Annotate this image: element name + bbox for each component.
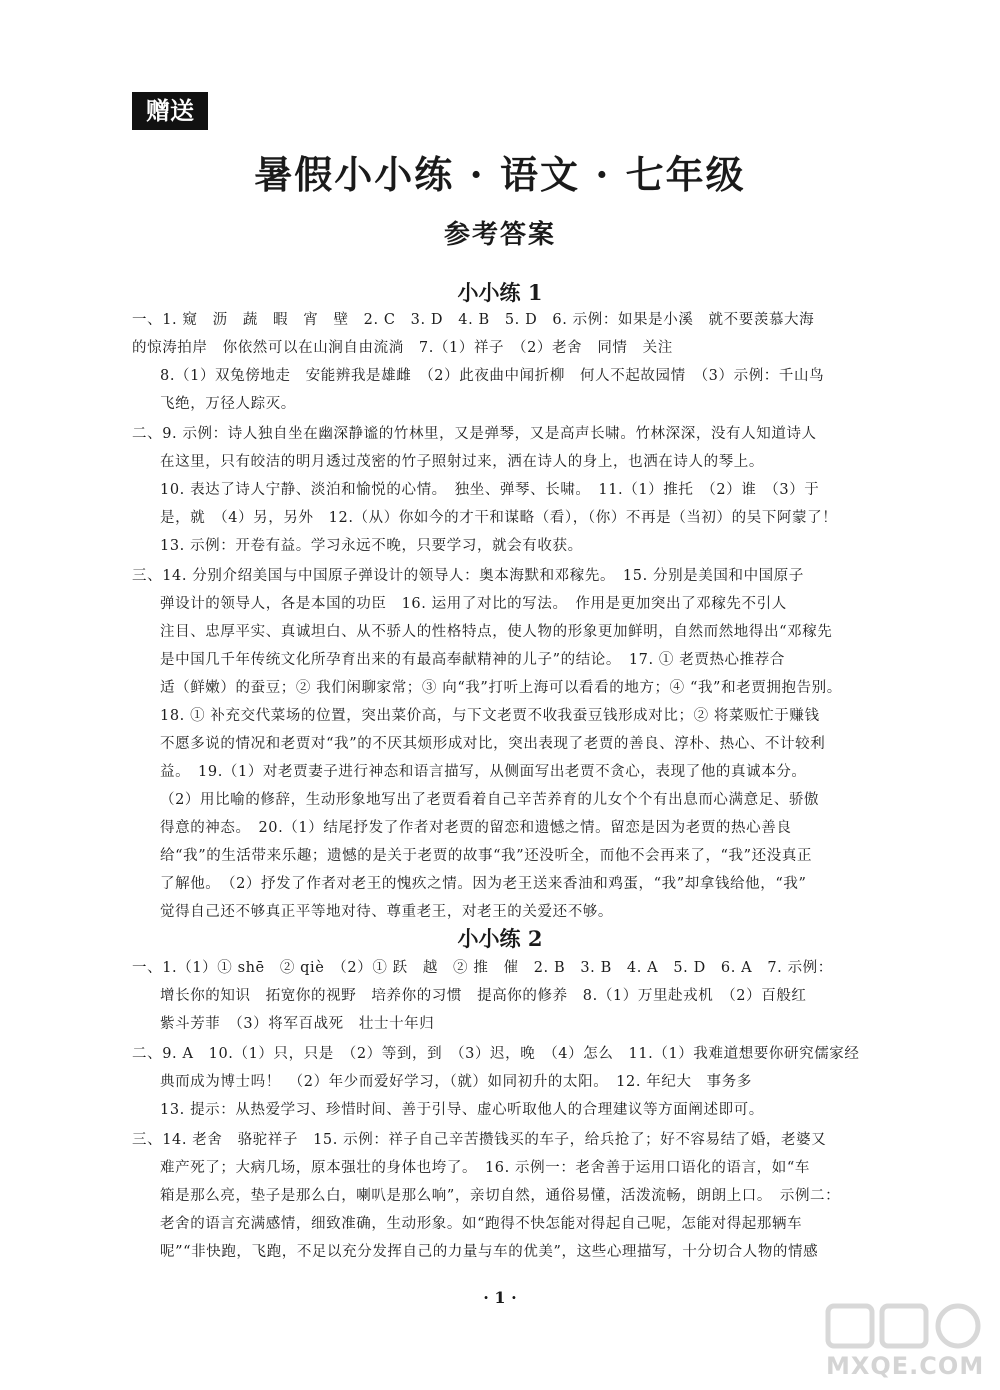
answer-line: 呢”“非快跑，飞跑，不足以充分发挥自己的力量与车的优美”，这些心理描写，十分切合人物的情感	[160, 1244, 819, 1260]
answer-line: 得意的神态。 20.（1）结尾抒发了作者对老贾的留恋和遗憾之情。留恋是因为老贾的热心善良	[160, 820, 792, 836]
page-title: 暑假小小练 · 语文 · 七年级	[254, 152, 746, 197]
watermark-text: MXQE.COM	[826, 1352, 985, 1380]
page-number: · 1 ·	[483, 1288, 517, 1307]
answer-line: 一、1.（1）① shē ② qiè （2）① 跃 越 ② 推 催 2. B 3. B 4. A 5. D 6. A 7. 示例：	[132, 960, 833, 976]
answer-line: 一、1. 窥 沥 蔬 暇 宵 壁 2. C 3. D 4. B 5. D 6. 示例：如果是小溪 就不要羡慕大海	[132, 312, 815, 328]
answer-line: 三、14. 分别介绍美国与中国原子弹设计的领导人：奥本海默和邓稼先。 15. 分别是美国和中国原子	[132, 568, 804, 584]
answer-line: 难产死了；大病几场，原本强壮的身体也垮了。 16. 示例一：老舍善于运用口语化的语言，如“车	[160, 1160, 810, 1176]
answer-line: 益。 19.（1）对老贾妻子进行神态和语言描写，从侧面写出老贾不贪心，表现了他的真诚本分。	[160, 764, 807, 780]
page-subtitle: 参考答案	[443, 220, 556, 250]
answer-line: 了解他。 （2）抒发了作者对老王的愧疚之情。因为老王送来香油和鸡蛋，“我”却拿钱给他，“我”	[160, 876, 807, 892]
section-heading-1: 小小练 1	[457, 280, 543, 305]
answer-line: 飞绝，万径人踪灭。	[160, 396, 296, 412]
answer-line: 18. ① 补充交代菜场的位置，突出菜价高，与下文老贾不收我蚕豆钱形成对比；② 将菜贩忙于赚钱	[160, 708, 820, 724]
answer-line: 13. 提示：从热爱学习、珍惜时间、善于引导、虚心听取他人的合理建议等方面阐述即可。	[160, 1102, 764, 1118]
answer-line: 适（鲜嫩）的蚕豆；② 我们闲聊家常；③ 向“我”打听上海可以看看的地方；④ “我”和老贾拥抱告别。	[160, 680, 842, 696]
answer-line: 二、9. 示例：诗人独自坐在幽深静谧的竹林里，又是弹琴，又是高声长啸。竹林深深，没有人知道诗人	[132, 426, 817, 442]
section-heading-2: 小小练 2	[457, 926, 543, 951]
answer-line: 在这里，只有皎洁的明月透过茂密的竹子照射过来，洒在诗人的身上，也洒在诗人的琴上。	[160, 454, 764, 470]
answer-line: 的惊涛拍岸 你依然可以在山涧自由流淌 7.（1）祥子 （2）老舍 同情 关注	[132, 340, 673, 356]
answer-line: 三、14. 老舍 骆驼祥子 15. 示例：祥子自己辛苦攒钱买的车子，给兵抢了；好不容易结了婚，老婆又	[132, 1132, 827, 1148]
answer-line: 是，就 （4）另，另外 12.（从）你如今的才干和谋略（看），（你）不再是（当初）的吴下阿蒙了！	[160, 510, 838, 526]
answer-line: 8.（1）双兔傍地走 安能辨我是雄雌 （2）此夜曲中闻折柳 何人不起故园情 （3）示例：千山鸟	[160, 368, 825, 384]
answer-line: 13. 示例：开卷有益。学习永远不晚，只要学习，就会有收获。	[160, 538, 583, 554]
answer-line: 弹设计的领导人，各是本国的功臣 16. 运用了对比的写法。 作用是更加突出了邓稼先不引人	[160, 596, 787, 612]
answer-line: 10. 表达了诗人宁静、淡泊和愉悦的心情。 独坐、弹琴、长啸。 11.（1）推托 （2）谁 （3）于	[160, 482, 820, 498]
answer-line: 给“我”的生活带来乐趣；遗憾的是关于老贾的故事“我”还没听全，而他不会再来了，“我”还没真正	[160, 848, 813, 864]
answer-line: 觉得自己还不够真正平等地对待、尊重老王，对老王的关爱还不够。	[160, 904, 613, 920]
answer-line: 老舍的语言充满感情，细致准确，生动形象。如“跑得不快怎能对得起自己呢，怎能对得起那辆车	[160, 1216, 803, 1232]
answer-line: 典而成为博士吗！ （2）年少而爱好学习，（就）如同初升的太阳。 12. 年纪大 事务多	[160, 1074, 752, 1090]
answer-line: 箱是那么亮，垫子是那么白，喇叭是那么响”，亲切自然，通俗易懂，活泼流畅，朗朗上口。 示例二：	[160, 1188, 841, 1204]
answer-line: 注目、忠厚平实、真诚坦白、从不骄人的性格特点，使人物的形象更加鲜明，自然而然地得出“邓稼先	[160, 624, 833, 640]
gift-badge: 赠送	[132, 92, 208, 130]
answer-line: 是中国几千年传统文化所孕育出来的有最高奉献精神的儿子”的结论。 17. ① 老贾热心推荐合	[160, 652, 785, 668]
answer-line: 不愿多说的情况和老贾对“我”的不厌其烦形成对比，突出表现了老贾的善良、淳朴、热心、不计较利	[160, 736, 826, 752]
answer-line: 紫斗芳菲 （3）将军百战死 壮士十年归	[160, 1016, 435, 1032]
answer-line: （2）用比喻的修辞，生动形象地写出了老贾看着自己辛苦养育的儿女个个有出息而心满意足、骄傲	[160, 792, 820, 808]
answer-line: 增长你的知识 拓宽你的视野 培养你的习惯 提高你的修养 8.（1）万里赴戎机 （2）百般红	[160, 988, 807, 1004]
answer-line: 二、9. A 10.（1）只，只是 （2）等到，到 （3）迟，晚 （4）怎么 11.（1）我难道想要你研究儒家经	[132, 1046, 860, 1062]
